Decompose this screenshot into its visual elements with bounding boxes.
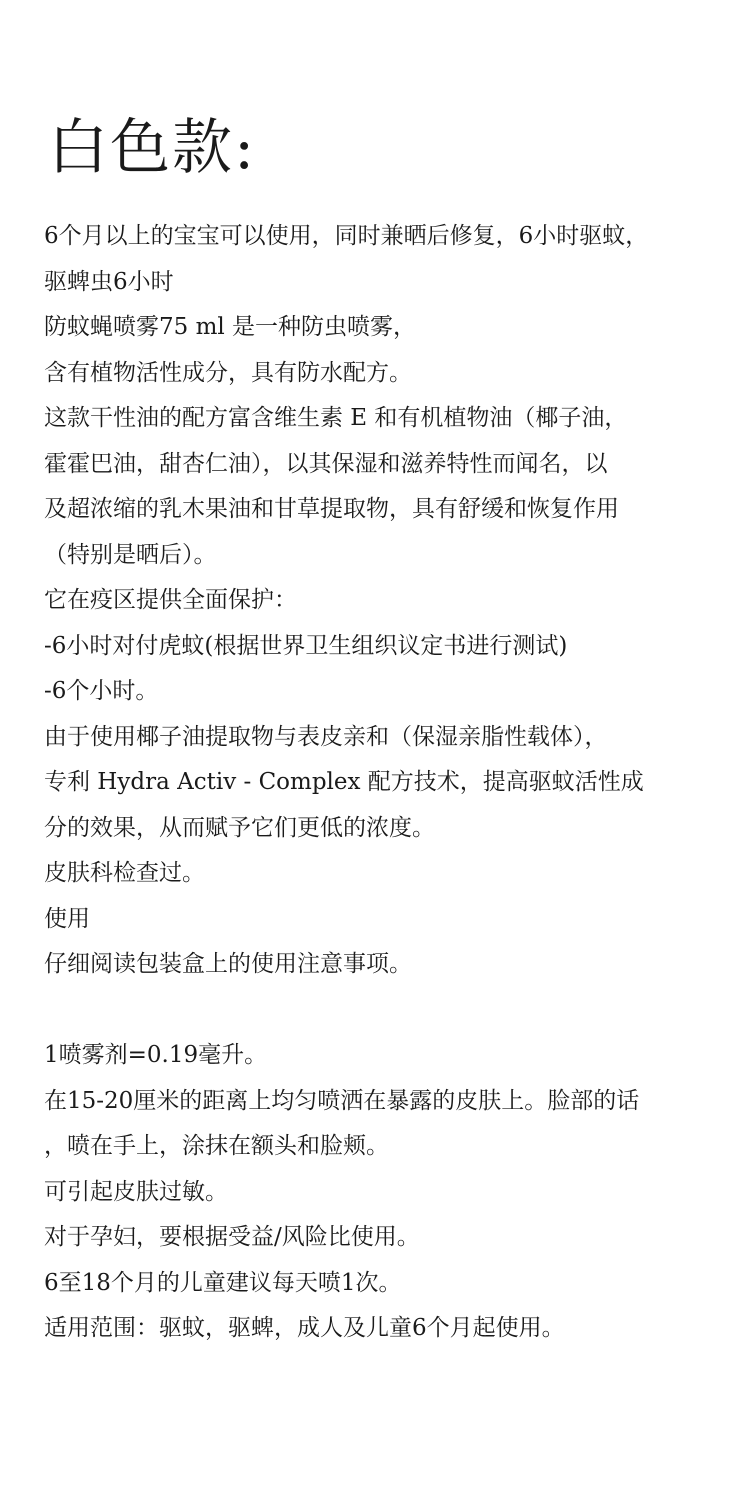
text-line: 6至18个月的儿童建议每天喷1次。: [44, 1269, 402, 1296]
blank-line: [44, 988, 714, 1034]
text-line: （特别是晒后）。: [44, 541, 217, 568]
text-line: 在15-20厘米的距离上均匀喷洒在暴露的皮肤上。脸部的话: [44, 1087, 640, 1114]
text-line: 仔细阅读包装盒上的使用注意事项。: [44, 951, 412, 977]
text-line: 由于使用椰子油提取物与表皮亲和（保湿亲脂性载体），: [44, 723, 608, 750]
page-title: 白色款:: [48, 113, 257, 183]
text-line: 可引起皮肤过敏。: [44, 1178, 228, 1205]
text-line: 它在疫区提供全面保护：: [44, 587, 297, 613]
text-line: -6小时对付虎蚊(根据世界卫生组织议定书进行测试): [44, 632, 568, 659]
text-line: 适用范围：驱蚊，驱蜱，成人及儿童6个月起使用。: [44, 1315, 565, 1341]
text-line: 含有植物活性成分，具有防水配方。: [44, 359, 412, 386]
section-heading-usage: 使用: [44, 905, 90, 932]
text-line: 霍霍巴油，甜杏仁油），以其保湿和滋养特性而闻名，以: [44, 450, 608, 477]
text-line: 这款干性油的配方富含维生素 E 和有机植物油（椰子油，: [44, 405, 628, 431]
text-line: 皮肤科检查过。: [44, 860, 205, 886]
text-line: 对于孕妇，要根据受益/风险比使用。: [44, 1224, 420, 1250]
text-line: 防蚊蝇喷雾75 ml 是一种防虫喷雾，: [44, 314, 417, 340]
description-body: [44, 214, 714, 1352]
text-line: 1喷雾剂=0.19毫升。: [44, 1042, 268, 1068]
text-line: ，喷在手上，涂抹在额头和脸颊。: [44, 1133, 389, 1159]
text-line: -6个小时。: [44, 678, 159, 704]
text-line: 专利 Hydra Activ - Complex 配方技术，提高驱蚊活性成: [44, 769, 644, 795]
text-line: 6个月以上的宝宝可以使用，同时兼晒后修复，6小时驱蚊，: [44, 223, 649, 249]
text-line: 及超浓缩的乳木果油和甘草提取物，具有舒缓和恢复作用: [44, 496, 619, 522]
text-line: 分的效果，从而赋予它们更低的浓度。: [44, 814, 435, 841]
text-line: 驱蜱虫6小时: [44, 268, 174, 295]
